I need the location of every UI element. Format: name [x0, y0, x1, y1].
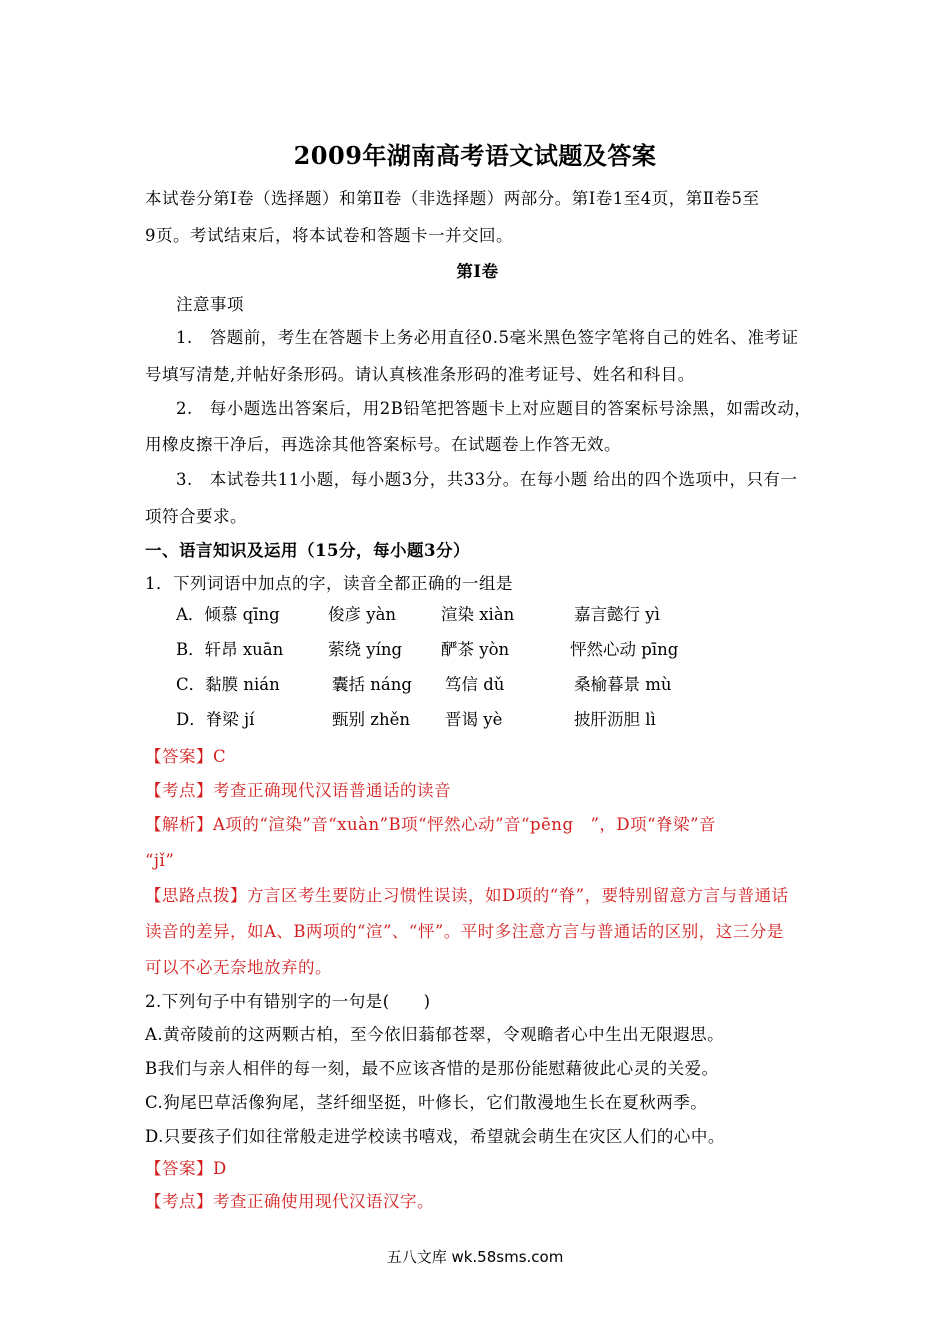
notice-item-1-cont: 号填写清楚,并帖好条形码。请认真核准条形码的准考证号、姓名和科目。 [145, 365, 695, 384]
q1-option-row-c [0, 674, 950, 698]
q2-option-b: B我们与亲人相伴的每一刻，最不应该吝惜的是那份能慰藉彼此心灵的关爱。 [145, 1059, 719, 1078]
q1-option-row-b [0, 639, 950, 663]
page-title: 2009年湖南高考语文试题及答案 [293, 141, 657, 170]
q1-option-d-2: 甄别 zhěn [332, 710, 410, 729]
notice-item-2: 2. 每小题选出答案后，用2B铅笔把答题卡上对应题目的答案标号涂黑，如需改动， [176, 399, 812, 418]
intro-line-1: 本试卷分第Ⅰ卷（选择题）和第Ⅱ卷（非选择题）两部分。第Ⅰ卷1至4页，第Ⅱ卷5至 [145, 189, 760, 208]
q2-option-c: C.狗尾巴草活像狗尾，茎纤细坚挺，叶修长，它们散漫地生长在夏秋两季。 [145, 1093, 708, 1112]
q1-silu-cont-2: 可以不必无奈地放弃的。 [145, 958, 332, 977]
footer-watermark: 五八文库 wk.58sms.com [386, 1248, 564, 1266]
q2-option-d: D.只要孩子们如往常般走进学校读书嘻戏，希望就会萌生在灾区人们的心中。 [145, 1127, 725, 1146]
q1-jiexi-cont: “jǐ” [145, 851, 175, 870]
q1-silu: 【思路点拨】方言区考生要防止习惯性误读，如D项的“脊”，要特别留意方言与普通话 [145, 886, 789, 905]
q1-option-d-3: 晋谒 yè [445, 710, 503, 729]
q1-option-a-2: 俊彦 yàn [328, 605, 397, 624]
q2-option-a: A.黄帝陵前的这两颗古柏，至今依旧蓊郁苍翠，令观瞻者心中生出无限遐思。 [145, 1025, 725, 1044]
q1-option-c-4: 桑榆暮景 mù [574, 675, 672, 694]
q1-option-d-4: 披肝沥胆 lì [574, 710, 656, 729]
q1-option-c-2: 囊括 náng [332, 675, 412, 694]
q1-option-b-1: B．轩昂 xuān [176, 640, 284, 659]
q1-option-c-1: C．黏膜 nián [176, 675, 280, 694]
q1-option-row-d [0, 709, 950, 733]
notice-item-1: 1. 答题前，考生在答题卡上务必用直径0.5毫米黑色签字笔将自己的姓名、准考证 [176, 328, 799, 347]
notice-heading: 注意事项 [176, 295, 244, 314]
q2-answer: 【答案】D [145, 1159, 227, 1178]
notice-item-3: 3. 本试卷共11小题，每小题3分，共33分。在每小题 给出的四个选项中，只有一 [176, 470, 798, 489]
part1-heading: 第Ⅰ卷 [456, 262, 499, 281]
q1-option-a-4: 嘉言懿行 yì [574, 605, 660, 624]
q2-stem: 2.下列句子中有错别字的一句是( ) [145, 992, 431, 1011]
q1-option-d-1: D．脊梁 jí [176, 710, 255, 729]
notice-item-3-cont: 项符合要求。 [145, 507, 247, 526]
q1-kaodian: 【考点】考查正确现代汉语普通话的读音 [145, 781, 451, 800]
q1-jiexi: 【解析】A项的“渲染”音“xuàn”B项“怦然心动”音“pēng ”，D项“脊梁”音 [145, 815, 717, 834]
q1-option-a-1: A．倾慕 qīng [176, 605, 280, 624]
q1-silu-cont-1: 读音的差异，如A、B两项的“渲”、“怦”。平时多注意方言与普通话的区别，这三分是 [145, 922, 784, 941]
intro-line-2: 9页。考试结束后，将本试卷和答题卡一并交回。 [145, 226, 513, 245]
q1-option-b-2: 萦绕 yíng [328, 640, 403, 659]
q1-stem: 1．下列词语中加点的字，读音全都正确的一组是 [145, 574, 513, 593]
notice-item-2-cont: 用橡皮擦干净后，再选涂其他答案标号。在试题卷上作答无效。 [145, 435, 621, 454]
q1-option-row-a [0, 604, 950, 628]
section-heading: 一、语言知识及运用（15分，每小题3分） [145, 541, 470, 560]
q2-kaodian: 【考点】考查正确使用现代汉语汉字。 [145, 1192, 434, 1211]
q1-option-c-3: 笃信 dǔ [445, 675, 505, 694]
q1-option-b-3: 酽茶 yòn [441, 640, 510, 659]
q1-option-b-4: 怦然心动 pīng [570, 640, 679, 659]
q1-answer: 【答案】C [145, 747, 227, 766]
q1-option-a-3: 渲染 xiàn [441, 605, 515, 624]
